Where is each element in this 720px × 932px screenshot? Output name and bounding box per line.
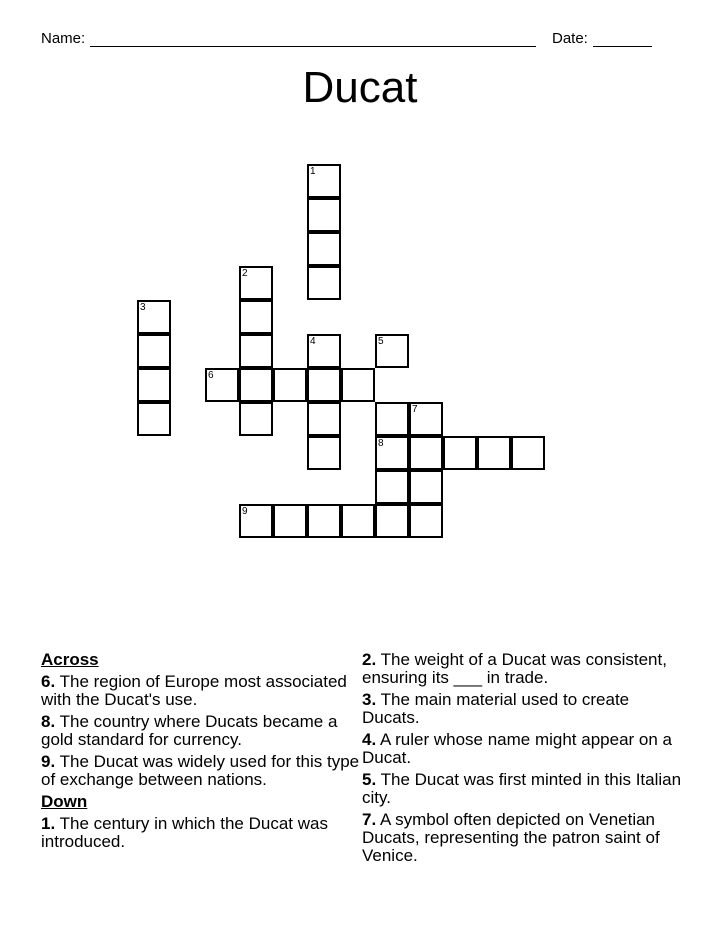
clue-down-1 — [41, 815, 361, 851]
cell-number: 3 — [140, 302, 146, 313]
clue-text: The Ducat was widely used for this type of exchange between nations. — [41, 752, 360, 789]
clue-down-4 — [362, 731, 682, 767]
grid-cell[interactable] — [375, 470, 409, 504]
grid-cell[interactable] — [239, 368, 273, 402]
grid-cell[interactable] — [205, 368, 239, 402]
grid-cell[interactable] — [409, 402, 443, 436]
clues-column-left — [41, 651, 361, 855]
clue-down-5 — [362, 771, 682, 807]
cell-number: 7 — [412, 404, 418, 415]
grid-cell[interactable] — [375, 334, 409, 368]
grid-cell[interactable] — [341, 368, 375, 402]
cell-number: 4 — [310, 336, 316, 347]
grid-cell[interactable] — [409, 436, 443, 470]
clue-text: A ruler whose name might appear on a Ducat. — [362, 730, 672, 767]
clue-text: The Ducat was first minted in this Italian city. — [362, 770, 682, 807]
clue-across-9 — [41, 753, 361, 789]
grid-cell[interactable] — [273, 368, 307, 402]
grid-cell[interactable] — [307, 504, 341, 538]
clue-number: 5. — [362, 770, 377, 789]
grid-cell[interactable] — [307, 198, 341, 232]
cell-number: 2 — [242, 268, 248, 279]
grid-cell[interactable] — [137, 334, 171, 368]
grid-cell[interactable] — [409, 470, 443, 504]
cell-number: 1 — [310, 166, 316, 177]
clue-across-6 — [41, 673, 361, 709]
clue-text: The century in which the Ducat was introduced. — [41, 814, 328, 851]
clue-across-8 — [41, 713, 361, 749]
clue-down-3 — [362, 691, 682, 727]
grid-cell[interactable] — [443, 436, 477, 470]
clue-number: 8. — [41, 712, 56, 731]
grid-cell[interactable] — [511, 436, 545, 470]
grid-cell[interactable] — [307, 368, 341, 402]
grid-cell[interactable] — [239, 504, 273, 538]
grid-cell[interactable] — [375, 436, 409, 470]
grid-cell[interactable] — [409, 504, 443, 538]
grid-cell[interactable] — [307, 436, 341, 470]
grid-cell[interactable] — [239, 266, 273, 300]
clue-number: 3. — [362, 690, 377, 709]
grid-cell[interactable] — [137, 402, 171, 436]
clue-text: A symbol often depicted on Venetian Ducats, representing the patron saint of Venice. — [362, 810, 660, 865]
clue-number: 2. — [362, 650, 377, 669]
clue-number: 7. — [362, 810, 377, 829]
date-label: Date: — [552, 30, 588, 47]
grid-cell[interactable] — [239, 300, 273, 334]
grid-cell[interactable] — [307, 266, 341, 300]
grid-cell[interactable] — [375, 402, 409, 436]
grid-cell[interactable] — [307, 164, 341, 198]
clue-number: 9. — [41, 752, 56, 771]
cell-number: 5 — [378, 336, 384, 347]
grid-cell[interactable] — [375, 504, 409, 538]
grid-cell[interactable] — [307, 232, 341, 266]
grid-cell[interactable] — [307, 402, 341, 436]
cell-number: 8 — [378, 438, 384, 449]
grid-cell[interactable] — [137, 368, 171, 402]
clue-text: The country where Ducats became a gold standard for currency. — [41, 712, 338, 749]
grid-cell[interactable] — [273, 504, 307, 538]
page-title: Ducat — [302, 63, 418, 112]
clue-text: The region of Europe most associated with the Ducat's use. — [41, 672, 347, 709]
clue-down-2 — [362, 651, 682, 687]
grid-cell[interactable] — [137, 300, 171, 334]
clue-down-7 — [362, 811, 682, 865]
down-heading: Down — [41, 792, 88, 811]
clue-number: 1. — [41, 814, 56, 833]
name-label: Name: — [41, 30, 86, 47]
grid-cell[interactable] — [477, 436, 511, 470]
cell-number: 9 — [242, 506, 248, 517]
clues-column-right — [362, 651, 682, 869]
grid-cell[interactable] — [239, 402, 273, 436]
grid-cell[interactable] — [341, 504, 375, 538]
grid-cell[interactable] — [239, 334, 273, 368]
clue-text: The weight of a Ducat was consistent, ensuring its ___ in trade. — [362, 650, 667, 687]
grid-cell[interactable] — [307, 334, 341, 368]
across-heading: Across — [41, 650, 99, 669]
clue-text: The main material used to create Ducats. — [362, 690, 630, 727]
cell-number: 6 — [208, 370, 214, 381]
clue-number: 6. — [41, 672, 56, 691]
clue-number: 4. — [362, 730, 377, 749]
